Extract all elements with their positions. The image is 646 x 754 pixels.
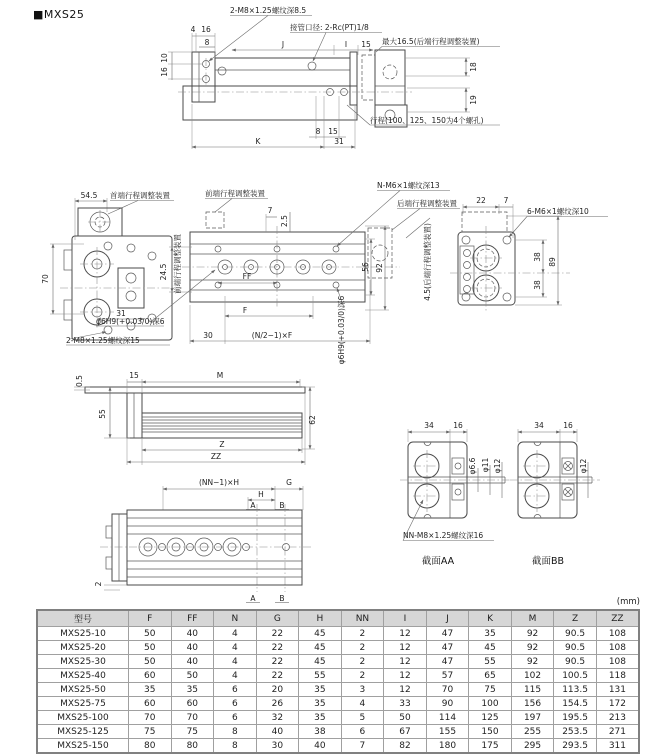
dim-4: 4 xyxy=(190,25,196,34)
section-b-label-bottom: B xyxy=(279,594,285,603)
dim-nn-formula: (NN−1)×H xyxy=(198,478,240,487)
column-header: N xyxy=(214,610,257,627)
dim-cell: 60 xyxy=(129,697,172,711)
dim-7-plan: 7 xyxy=(267,206,273,215)
dim-g: G xyxy=(286,478,292,487)
dim-cell: 35 xyxy=(299,711,342,725)
dim-cell: 5 xyxy=(341,711,384,725)
dim-cell: 22 xyxy=(256,627,299,641)
dim-cell: 12 xyxy=(384,641,427,655)
note-thread-m8: 2-M8×1.25螺纹深8.5 xyxy=(230,6,307,15)
dim-cell: 2 xyxy=(341,641,384,655)
note-thread-nn-m8: NN-M8×1.25螺纹深16 xyxy=(403,531,484,540)
dim-cell: 90.5 xyxy=(554,627,597,641)
dim-70: 70 xyxy=(41,274,50,284)
dim-cell: 108 xyxy=(596,655,639,669)
dimension-table xyxy=(36,609,640,754)
dim-cell: 12 xyxy=(384,683,427,697)
section-b-label-top: B xyxy=(279,501,285,510)
dim-cell: 12 xyxy=(384,655,427,669)
dim-16a: 16 xyxy=(201,25,211,34)
dim-cell: 195.5 xyxy=(554,711,597,725)
dim-8b: 8 xyxy=(315,127,321,136)
dim-cell: 35 xyxy=(299,683,342,697)
note-rear-adjuster: 后端行程调整装置 xyxy=(397,199,457,208)
section-bb-caption: 截面BB xyxy=(531,556,565,567)
dim-cell: 50 xyxy=(129,627,172,641)
dim-cell: 125 xyxy=(469,711,512,725)
dim-cell: 45 xyxy=(299,655,342,669)
dia-12-bb: φ12 xyxy=(579,458,588,474)
dim-cell: 90.5 xyxy=(554,641,597,655)
dim-cell: 213 xyxy=(596,711,639,725)
dim-56: 56 xyxy=(361,262,370,272)
model-cell: MXS25-10 xyxy=(37,627,129,641)
dim-cell: 2 xyxy=(341,669,384,683)
note-stroke-holes: 行程(100、125、150为4个螺孔) xyxy=(370,116,484,125)
table-row xyxy=(37,669,639,683)
section-a-label-top: A xyxy=(250,501,256,510)
dim-cell: 7 xyxy=(341,739,384,754)
dim-cell: 108 xyxy=(596,641,639,655)
model-cell: MXS25-20 xyxy=(37,641,129,655)
dia-6-6: φ6.6 xyxy=(468,457,477,475)
dim-m: M xyxy=(216,371,224,380)
dim-cell: 35 xyxy=(469,627,512,641)
model-cell: MXS25-30 xyxy=(37,655,129,669)
dim-cell: 40 xyxy=(171,655,214,669)
dim-34-aa: 34 xyxy=(424,421,434,430)
dim-31-front: 31 xyxy=(116,309,126,318)
dim-cell: 33 xyxy=(384,697,427,711)
dim-cell: 4 xyxy=(214,641,257,655)
plan-view-drawing xyxy=(96,180,460,364)
dim-15a: 15 xyxy=(361,40,371,49)
dim-cell: 32 xyxy=(256,711,299,725)
top-side-view-drawing xyxy=(160,5,500,149)
dim-cell: 70 xyxy=(129,711,172,725)
dim-cell: 92 xyxy=(511,641,554,655)
dim-19: 19 xyxy=(469,95,478,105)
dim-cell: 45 xyxy=(299,641,342,655)
dim-cell: 26 xyxy=(256,697,299,711)
dim-ff: FF xyxy=(242,272,252,281)
dim-cell: 30 xyxy=(256,739,299,754)
dim-cell: 6 xyxy=(214,697,257,711)
dim-cell: 80 xyxy=(129,739,172,754)
note-thread-m6: N-M6×1螺纹深13 xyxy=(377,181,440,190)
dim-cell: 75 xyxy=(171,725,214,739)
column-header: Z xyxy=(554,610,597,627)
table-row xyxy=(37,627,639,641)
dim-cell: 150 xyxy=(469,725,512,739)
dim-cell: 108 xyxy=(596,627,639,641)
note-port: 接管口径: 2-Rc(PT)1/8 xyxy=(290,23,369,32)
dim-cell: 50 xyxy=(384,711,427,725)
dim-cell: 70 xyxy=(426,683,469,697)
note-pin-hole: φ6H9(+0.03/0)深6 xyxy=(96,317,165,326)
table-row xyxy=(37,739,639,754)
dim-cell: 295 xyxy=(511,739,554,754)
dim-2-5: 2.5 xyxy=(280,215,289,227)
table-row xyxy=(37,697,639,711)
dim-cell: 156 xyxy=(511,697,554,711)
dim-cell: 197 xyxy=(511,711,554,725)
dim-15b: 15 xyxy=(328,127,338,136)
dim-cell: 65 xyxy=(469,669,512,683)
dim-cell: 22 xyxy=(256,641,299,655)
table-row xyxy=(37,683,639,697)
dim-55: 55 xyxy=(98,409,107,419)
dim-cell: 70 xyxy=(171,711,214,725)
dim-cell: 47 xyxy=(426,655,469,669)
dim-j: J xyxy=(281,40,285,49)
dim-cell: 55 xyxy=(469,655,512,669)
dim-cell: 55 xyxy=(299,669,342,683)
dim-cell: 6 xyxy=(341,725,384,739)
dim-2-bottom: 2 xyxy=(94,581,103,587)
dim-cell: 12 xyxy=(384,669,427,683)
dim-54-5: 54.5 xyxy=(80,191,98,200)
dim-cell: 75 xyxy=(469,683,512,697)
dim-cell: 75 xyxy=(129,725,172,739)
dim-38a: 38 xyxy=(533,252,542,262)
section-aa-drawing xyxy=(400,421,512,567)
column-header: F xyxy=(129,610,172,627)
dim-cell: 6 xyxy=(214,683,257,697)
dim-cell: 20 xyxy=(256,683,299,697)
dim-cell: 100.5 xyxy=(554,669,597,683)
dim-cell: 102 xyxy=(511,669,554,683)
note-pin-hole-vertical: φ6H9(+0.03/0)深6 xyxy=(337,295,346,365)
dim-cell: 2 xyxy=(341,655,384,669)
dim-cell: 60 xyxy=(171,697,214,711)
column-header: M xyxy=(511,610,554,627)
dim-cell: 40 xyxy=(171,627,214,641)
model-cell: MXS25-125 xyxy=(37,725,129,739)
dim-cell: 293.5 xyxy=(554,739,597,754)
dim-30: 30 xyxy=(203,331,213,340)
dim-cell: 40 xyxy=(171,641,214,655)
table-header-row xyxy=(37,610,639,627)
page-title: ■MXS25 xyxy=(33,8,85,21)
column-header: K xyxy=(469,610,512,627)
dim-cell: 22 xyxy=(256,669,299,683)
dim-cell: 92 xyxy=(511,655,554,669)
dim-pitch-formula: (N/2−1)×F xyxy=(251,331,293,340)
dim-cell: 45 xyxy=(469,641,512,655)
dim-16-aa: 16 xyxy=(453,421,463,430)
dim-cell: 2 xyxy=(341,627,384,641)
dim-18: 18 xyxy=(469,62,478,72)
dim-16-bb: 16 xyxy=(563,421,573,430)
dim-cell: 22 xyxy=(256,655,299,669)
column-header: G xyxy=(256,610,299,627)
dim-cell: 3 xyxy=(341,683,384,697)
dim-k: K xyxy=(255,137,261,146)
dim-cell: 118 xyxy=(596,669,639,683)
dim-cell: 50 xyxy=(129,641,172,655)
bottom-plan-view-drawing xyxy=(94,478,312,603)
dim-zz: ZZ xyxy=(210,452,222,461)
dim-cell: 155 xyxy=(426,725,469,739)
dim-34-bb: 34 xyxy=(534,421,544,430)
dim-cell: 4 xyxy=(341,697,384,711)
dim-z: Z xyxy=(219,440,225,449)
model-cell: MXS25-75 xyxy=(37,697,129,711)
dim-f: F xyxy=(242,306,248,315)
dim-38b: 38 xyxy=(533,280,542,290)
dim-h: H xyxy=(258,490,264,499)
dim-cell: 50 xyxy=(171,669,214,683)
note-max-adjuster: 最大16.5(后端行程调整装置) xyxy=(382,37,480,46)
dim-cell: 8 xyxy=(214,725,257,739)
rear-end-view-drawing xyxy=(450,196,608,312)
dim-15-side: 15 xyxy=(129,371,139,380)
column-header: I xyxy=(384,610,427,627)
table-row xyxy=(37,725,639,739)
dim-cell: 113.5 xyxy=(554,683,597,697)
dim-cell: 154.5 xyxy=(554,697,597,711)
dim-cell: 12 xyxy=(384,627,427,641)
dim-cell: 50 xyxy=(129,655,172,669)
dim-cell: 100 xyxy=(469,697,512,711)
dim-cell: 92 xyxy=(511,627,554,641)
dim-cell: 38 xyxy=(299,725,342,739)
dim-cell: 67 xyxy=(384,725,427,739)
dim-cell: 253.5 xyxy=(554,725,597,739)
section-bb-drawing xyxy=(510,421,600,567)
dim-cell: 114 xyxy=(426,711,469,725)
dim-24-5: 24.5 xyxy=(159,263,168,281)
dim-cell: 4 xyxy=(214,627,257,641)
dim-cell: 35 xyxy=(171,683,214,697)
dim-22: 22 xyxy=(476,196,486,205)
dim-cell: 115 xyxy=(511,683,554,697)
dim-cell: 40 xyxy=(299,739,342,754)
dim-cell: 90.5 xyxy=(554,655,597,669)
dim-89: 89 xyxy=(548,257,557,267)
dim-10: 10 xyxy=(160,53,169,63)
dim-cell: 131 xyxy=(596,683,639,697)
dim-cell: 35 xyxy=(299,697,342,711)
dim-cell: 180 xyxy=(426,739,469,754)
dim-92: 92 xyxy=(375,263,384,273)
column-header: NN xyxy=(341,610,384,627)
dim-cell: 255 xyxy=(511,725,554,739)
dim-cell: 90 xyxy=(426,697,469,711)
note-head-end-adjuster: 首端行程调整装置 xyxy=(110,191,170,200)
dim-cell: 80 xyxy=(171,739,214,754)
dim-16b: 16 xyxy=(160,67,169,77)
dim-cell: 47 xyxy=(426,627,469,641)
section-a-label-bottom: A xyxy=(250,594,256,603)
column-header: FF xyxy=(171,610,214,627)
dia-11: φ11 xyxy=(481,457,490,473)
dim-cell: 4 xyxy=(214,669,257,683)
note-thread-m8-front: 2-M8×1.25螺纹深15 xyxy=(66,336,140,345)
dim-cell: 4 xyxy=(214,655,257,669)
dim-31: 31 xyxy=(334,137,344,146)
note-thread-m6-rear: 6-M6×1螺纹深10 xyxy=(527,207,589,216)
dim-0-5: 0.5 xyxy=(75,375,84,387)
dim-cell: 311 xyxy=(596,739,639,754)
table-row xyxy=(37,711,639,725)
model-cell: MXS25-150 xyxy=(37,739,129,754)
model-cell: MXS25-50 xyxy=(37,683,129,697)
section-aa-caption: 截面AA xyxy=(421,556,455,567)
table-row xyxy=(37,641,639,655)
model-cell: MXS25-100 xyxy=(37,711,129,725)
dim-i: I xyxy=(344,40,348,49)
note-rear-adjuster-offset: 4.5(后端行程调整装置) xyxy=(423,223,432,301)
side-view-drawing xyxy=(74,371,317,465)
dim-62: 62 xyxy=(308,415,317,425)
dim-cell: 8 xyxy=(214,739,257,754)
dimension-table-wrap xyxy=(36,609,642,754)
dim-cell: 60 xyxy=(129,669,172,683)
dim-cell: 40 xyxy=(256,725,299,739)
dim-cell: 35 xyxy=(129,683,172,697)
dim-cell: 57 xyxy=(426,669,469,683)
dim-cell: 82 xyxy=(384,739,427,754)
dim-cell: 175 xyxy=(469,739,512,754)
dim-cell: 45 xyxy=(299,627,342,641)
column-header: ZZ xyxy=(596,610,639,627)
dim-cell: 271 xyxy=(596,725,639,739)
dim-cell: 47 xyxy=(426,641,469,655)
dia-12-aa: φ12 xyxy=(493,458,502,474)
dim-8a: 8 xyxy=(204,38,210,47)
dim-cell: 172 xyxy=(596,697,639,711)
model-cell: MXS25-40 xyxy=(37,669,129,683)
note-front-adjuster: 前端行程调整装置 xyxy=(205,189,265,198)
column-header: H xyxy=(299,610,342,627)
unit-note: (mm) xyxy=(616,597,640,607)
column-header: 型号 xyxy=(37,610,129,627)
dim-7-rear: 7 xyxy=(503,196,509,205)
note-front-adjuster-side: 前端行程调整装置 xyxy=(173,234,182,294)
dim-cell: 6 xyxy=(214,711,257,725)
table-row xyxy=(37,655,639,669)
column-header: J xyxy=(426,610,469,627)
